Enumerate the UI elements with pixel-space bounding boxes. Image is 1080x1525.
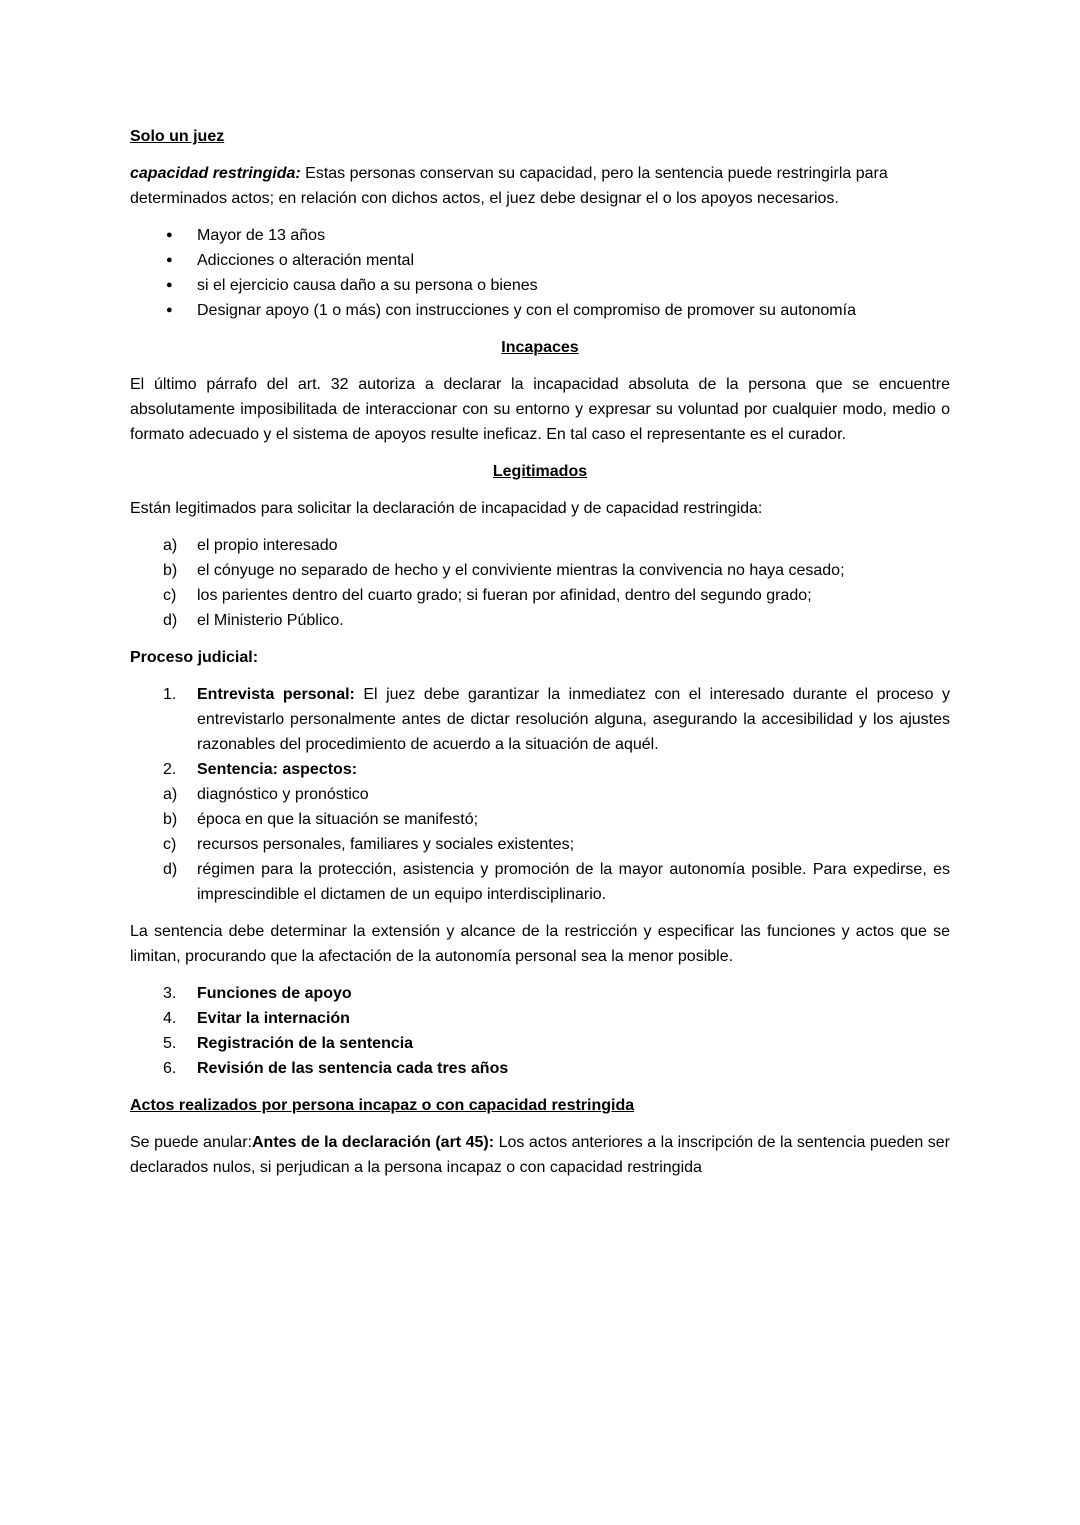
list-marker: 3. xyxy=(163,985,177,1002)
capacidad-restringida-text: Estas personas conservan su capacidad, pero la sentencia puede restringirla para determinados actos; en relación con dichos actos, el juez debe designar el o los apoyos necesarios. xyxy=(130,165,888,207)
list-marker: 4. xyxy=(163,1010,177,1027)
aspecto-item-c xyxy=(130,832,950,857)
list-item-text: época en que la situación se manifestó; xyxy=(197,811,479,828)
paragraph-se-puede-anular xyxy=(130,1130,950,1180)
proceso-item-lead: Sentencia: aspectos: xyxy=(197,761,358,778)
legitimados-item-a xyxy=(130,533,950,558)
proceso-item-revision xyxy=(130,1056,950,1081)
bullet-icon: ● xyxy=(166,254,173,266)
list-marker: a) xyxy=(163,786,178,803)
list-item-text: diagnóstico y pronóstico xyxy=(197,786,369,803)
list-item-text: el cónyuge no separado de hecho y el conviviente mientras la convivencia no haya cesado; xyxy=(197,562,845,579)
list-marker: b) xyxy=(163,811,178,828)
proceso-item-internacion xyxy=(130,1006,950,1031)
list-item-text: el propio interesado xyxy=(197,537,338,554)
heading-actos-realizados: Actos realizados por persona incapaz o con capacidad restringida xyxy=(130,1097,635,1114)
aspecto-item-d xyxy=(130,857,950,907)
aspecto-item-b xyxy=(130,807,950,832)
proceso-judicial-list-2 xyxy=(130,981,950,1081)
proceso-item-text: El juez debe garantizar la inmediatez con el interesado durante el proceso y entrevistarlo personalmente antes de dictar resolución alguna, asegurando la accesibilidad y los ajustes razonables del procedimiento de acuerdo a la situación de aquél. xyxy=(197,686,951,753)
list-marker: 1. xyxy=(163,686,177,703)
list-item-text: Revisión de las sentencia cada tres años xyxy=(197,1060,509,1077)
list-marker: 5. xyxy=(163,1035,177,1052)
proceso-item-funciones xyxy=(130,981,950,1006)
bullet-item-ejercicio xyxy=(130,273,950,298)
list-marker: d) xyxy=(163,612,178,629)
heading-legitimados: Legitimados xyxy=(492,463,588,480)
heading-incapaces: Incapaces xyxy=(501,339,579,356)
list-item-text: Registración de la sentencia xyxy=(197,1035,414,1052)
heading-proceso-judicial: Proceso judicial: xyxy=(130,649,259,666)
legitimados-item-c xyxy=(130,583,950,608)
list-item-text: Funciones de apoyo xyxy=(197,985,352,1002)
proceso-item-lead: Entrevista personal: xyxy=(197,686,355,703)
list-item-text: Evitar la internación xyxy=(197,1010,350,1027)
capacidad-restringida-lead: capacidad restringida: xyxy=(130,165,301,182)
bullet-item-mayor-13 xyxy=(130,223,950,248)
list-marker: c) xyxy=(163,836,177,853)
list-marker: a) xyxy=(163,537,178,554)
legitimados-item-d xyxy=(130,608,950,633)
proceso-item-sentencia xyxy=(130,757,950,782)
bullet-icon: ● xyxy=(166,304,173,316)
heading-solo-un-juez: Solo un juez xyxy=(130,128,225,145)
anular-text: Los actos anteriores a la inscripción de la sentencia pueden ser declarados nulos, si perjudican a la persona incapaz o con capacidad restringida xyxy=(130,1134,951,1176)
list-marker: 6. xyxy=(163,1060,177,1077)
bullet-item-text: si el ejercicio causa daño a su persona o bienes xyxy=(197,277,538,294)
proceso-item-entrevista xyxy=(130,682,950,757)
bullet-icon: ● xyxy=(166,229,173,241)
bullet-icon: ● xyxy=(166,279,173,291)
bullet-item-text: Designar apoyo (1 o más) con instrucciones y con el compromiso de promover su autonomía xyxy=(197,302,856,319)
bullet-item-adicciones xyxy=(130,248,950,273)
list-item-text: los parientes dentro del cuarto grado; si fueran por afinidad, dentro del segundo grado; xyxy=(197,587,812,604)
paragraph-capacidad-restringida xyxy=(130,161,950,211)
bullet-item-text: Mayor de 13 años xyxy=(197,227,326,244)
aspecto-item-a xyxy=(130,782,950,807)
proceso-judicial-list xyxy=(130,682,950,907)
list-marker: 2. xyxy=(163,761,177,778)
legitimados-list xyxy=(130,533,950,633)
list-marker: c) xyxy=(163,587,177,604)
list-marker: d) xyxy=(163,861,178,878)
anular-lead: Se puede anular: xyxy=(130,1134,252,1151)
proceso-item-registracion xyxy=(130,1031,950,1056)
bullet-item-designar-apoyo xyxy=(130,298,950,323)
bullet-item-text: Adicciones o alteración mental xyxy=(197,252,415,269)
anular-bold: Antes de la declaración (art 45): xyxy=(251,1134,495,1151)
list-item-text: recursos personales, familiares y sociales existentes; xyxy=(197,836,575,853)
bullet-list xyxy=(130,223,950,323)
list-item-text: el Ministerio Público. xyxy=(197,612,344,629)
paragraph-incapaces: El último párrafo del art. 32 autoriza a declarar la incapacidad absoluta de la persona que se encuentre absolutamente imposibilitada de interaccionar con su entorno y expresar su voluntad por cualquier modo, medio o formato adecuado y el sistema de apoyos resulte ineficaz. En tal caso el representante es el curador. xyxy=(130,376,950,443)
list-item-text: régimen para la protección, asistencia y promoción de la mayor autonomía posible. Para expedirse, es imprescindible el dictamen de un equipo interdisciplinario. xyxy=(197,861,950,903)
legitimados-item-b xyxy=(130,558,950,583)
paragraph-legitimados-intro: Están legitimados para solicitar la declaración de incapacidad y de capacidad restringida: xyxy=(130,500,763,517)
paragraph-sentencia-extension: La sentencia debe determinar la extensión y alcance de la restricción y especificar las funciones y actos que se limitan, procurando que la afectación de la autonomía personal sea la menor posible. xyxy=(130,923,950,965)
list-marker: b) xyxy=(163,562,178,579)
